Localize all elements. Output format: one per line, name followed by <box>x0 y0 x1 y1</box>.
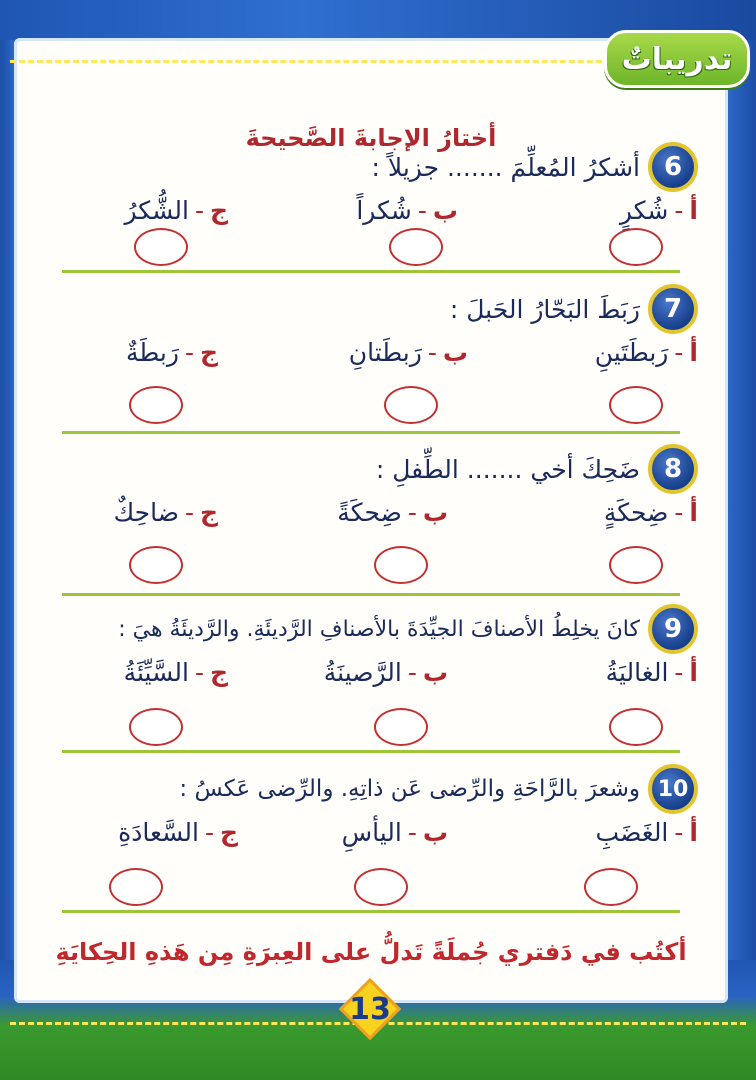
page-number <box>338 985 402 1033</box>
question-text: كانَ يخلِطُ الأصنافَ الجيِّدَةَ بالأصنافِ الرَّديئَةِ. والرَّديئَةُ هيَ : <box>118 616 640 642</box>
choice-b: ب - اليأسِ <box>341 818 448 847</box>
answer-bubble-a[interactable] <box>609 228 663 266</box>
question-number-badge: 6 <box>648 142 698 192</box>
choice-c: ج - رَبطَةٌ <box>125 338 218 367</box>
answer-bubble-a[interactable] <box>584 868 638 906</box>
answer-bubble-c[interactable] <box>109 868 163 906</box>
question-number-badge: 7 <box>648 284 698 334</box>
separator-line <box>62 593 680 596</box>
question-text: وشعرَ بالرَّاحَةِ والرِّضى عَن ذاتِهِ. والرِّضى عَكسُ : <box>179 776 640 802</box>
choice-b: ب - ضِحكَةً <box>337 498 448 527</box>
choice-c: ج - السَّيِّئَةُ <box>123 658 228 687</box>
choice-a: أ - ضِحكَةٍ <box>603 498 698 527</box>
separator-line <box>62 431 680 434</box>
answer-bubble-c[interactable] <box>129 708 183 746</box>
answer-bubble-c[interactable] <box>134 228 188 266</box>
worksheet-page <box>14 38 728 1003</box>
choice-c: ج - السَّعادَةِ <box>118 818 238 847</box>
separator-line <box>62 750 680 753</box>
answer-bubble-a[interactable] <box>609 546 663 584</box>
left-border <box>0 40 14 960</box>
question-number-badge: 9 <box>648 604 698 654</box>
answer-bubble-c[interactable] <box>129 546 183 584</box>
choice-a: أ - شُكرٍ <box>619 196 698 225</box>
answer-bubble-a[interactable] <box>609 386 663 424</box>
choice-a: أ - رَبطَتَينِ <box>594 338 698 367</box>
answer-bubble-b[interactable] <box>354 868 408 906</box>
page-number-text: 13 <box>349 991 391 1027</box>
instruction-heading: أختارُ الإجابةَ الصَّحيحةَ <box>245 124 497 152</box>
question-text: أشكرُ المُعلِّمَ ....... جزيلاً : <box>371 152 640 182</box>
choice-a: أ - الغاليَةُ <box>605 658 698 687</box>
question-text: رَبَطَ البَحّارُ الحَبلَ : <box>449 294 640 324</box>
separator-line <box>62 910 680 913</box>
separator-line <box>62 270 680 273</box>
right-border <box>728 40 756 960</box>
question-text: ضَحِكَ أخي ....... الطِّفلِ : <box>375 454 640 484</box>
answer-bubble-b[interactable] <box>374 708 428 746</box>
choice-a: أ - الغَضَبِ <box>595 818 698 847</box>
question-number-badge: 8 <box>648 444 698 494</box>
choice-b: ب - شُكراً <box>356 196 458 225</box>
writing-task: أكتُب في دَفتري جُملَةً تَدلُّ على العِبرَةِ مِن هَذهِ الحِكايَةِ <box>55 938 687 966</box>
exercises-title: تدريباتٌ <box>621 41 733 77</box>
answer-bubble-b[interactable] <box>389 228 443 266</box>
choice-c: ج - ضاحِكٌ <box>113 498 218 527</box>
exercises-badge <box>604 30 750 88</box>
question-number-badge: 10 <box>648 764 698 814</box>
answer-bubble-b[interactable] <box>374 546 428 584</box>
choice-b: ب - الرَّصينَةُ <box>323 658 448 687</box>
answer-bubble-a[interactable] <box>609 708 663 746</box>
choice-b: ب - رَبطَتانِ <box>348 338 468 367</box>
answer-bubble-c[interactable] <box>129 386 183 424</box>
answer-bubble-b[interactable] <box>384 386 438 424</box>
choice-c: ج - الشُّكرُ <box>124 196 228 225</box>
